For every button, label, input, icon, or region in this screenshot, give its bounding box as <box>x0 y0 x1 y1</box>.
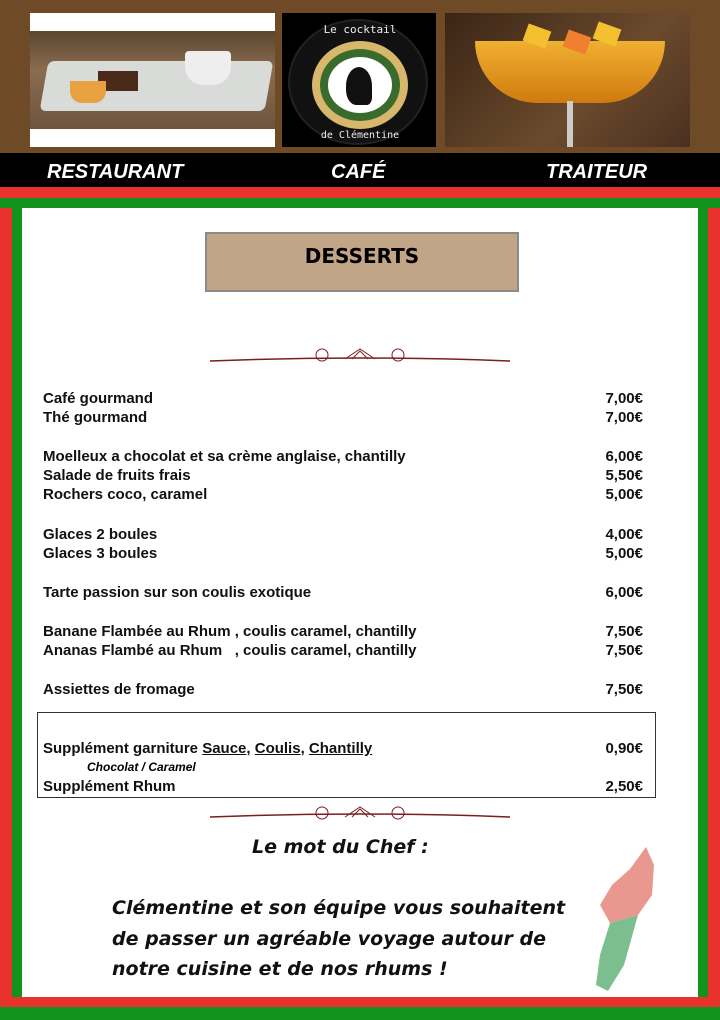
menu-item <box>43 584 643 603</box>
price: 2,50€ <box>605 778 643 795</box>
menu-item-name: Café gourmand <box>43 390 154 407</box>
menu-item-price: 4,00€ <box>605 526 643 543</box>
dessert-plate-photo <box>30 13 275 147</box>
chef-line-3: notre cuisine et de nos rhums ! <box>112 958 448 980</box>
sauce-text: Sauce <box>202 740 247 757</box>
menu-item-name: Glaces 2 boules <box>43 526 158 543</box>
supplement-garniture-label: Supplément garniture <box>43 740 203 757</box>
menu-item <box>43 486 643 505</box>
coulis-text: Coulis <box>254 740 301 757</box>
red-stripe <box>0 187 720 198</box>
menu-item <box>43 409 643 428</box>
menu-item-price: 7,00€ <box>605 390 643 407</box>
border-left-red <box>0 208 12 998</box>
nav-cafe: CAFÉ <box>331 161 386 183</box>
price: 0,90€ <box>605 740 643 757</box>
header <box>0 0 720 153</box>
madagascar-map-icon <box>590 845 660 993</box>
menu-item-price: 5,50€ <box>605 467 643 484</box>
menu-item-price: 7,00€ <box>605 409 643 426</box>
menu-item <box>43 448 643 467</box>
nav-restaurant: RESTAURANT <box>47 161 184 183</box>
fruit-cocktail-photo <box>445 13 690 147</box>
menu-item-name: Salade de fruits frais <box>43 467 191 484</box>
menu-item <box>43 467 643 486</box>
supplement-sub-note: Chocolat / Caramel <box>87 760 196 774</box>
supplement-rhum <box>43 778 643 797</box>
menu-item-name: Banane Flambée au Rhum , coulis caramel, chantilly <box>43 623 417 640</box>
border-right-green <box>698 208 708 998</box>
logo-text-top: Le cocktail <box>323 23 397 36</box>
menu-item <box>43 526 643 545</box>
nav-traiteur: TRAITEUR <box>546 161 648 183</box>
ornament-divider <box>210 347 510 367</box>
menu-item-price: 7,50€ <box>605 623 643 640</box>
bottom-red-stripe <box>0 997 720 1007</box>
menu-item <box>43 642 643 661</box>
menu-item-name: Thé gourmand <box>43 409 148 426</box>
chef-line-1: Clémentine et son équipe vous souhaitent <box>112 897 566 919</box>
menu-item-name: Glaces 3 boules <box>43 545 158 562</box>
menu-item-price: 7,50€ <box>605 642 643 659</box>
menu-item-price: 5,00€ <box>605 545 643 562</box>
sep: , <box>246 740 255 757</box>
border-right-red <box>708 208 720 998</box>
bottom-green-stripe <box>0 1007 720 1020</box>
sep: , <box>300 740 309 757</box>
ornament-divider <box>210 805 510 825</box>
supplement-rhum-label: Supplément Rhum <box>43 778 176 795</box>
section-title: DESSERTS <box>205 232 519 292</box>
chef-title: Le mot du Chef : <box>252 836 429 858</box>
menu-item-name: Rochers coco, caramel <box>43 486 208 503</box>
chantilly-text: Chantilly <box>308 740 373 757</box>
menu-item <box>43 623 643 642</box>
logo <box>282 13 436 147</box>
menu-item-name: Assiettes de fromage <box>43 681 195 698</box>
menu-item-price: 6,00€ <box>605 448 643 465</box>
green-stripe <box>0 198 720 208</box>
chef-line-2: de passer un agréable voyage autour de <box>112 928 547 950</box>
menu-item-name: Moelleux a chocolat et sa crème anglaise, chantilly <box>43 448 406 465</box>
menu-item-price: 5,00€ <box>605 486 643 503</box>
supplement-garniture <box>43 740 643 759</box>
nav-bar <box>0 153 720 187</box>
menu-item <box>43 545 643 564</box>
menu-item-price: 6,00€ <box>605 584 643 601</box>
border-left-green <box>12 208 22 998</box>
menu-item-name: Ananas Flambé au Rhum , coulis caramel, chantilly <box>43 642 417 659</box>
menu-item-price: 7,50€ <box>605 681 643 698</box>
menu-item <box>43 681 643 700</box>
menu-item-name: Tarte passion sur son coulis exotique <box>43 584 312 601</box>
menu-item <box>43 390 643 409</box>
logo-text-bottom: de Clémentine <box>320 130 400 141</box>
